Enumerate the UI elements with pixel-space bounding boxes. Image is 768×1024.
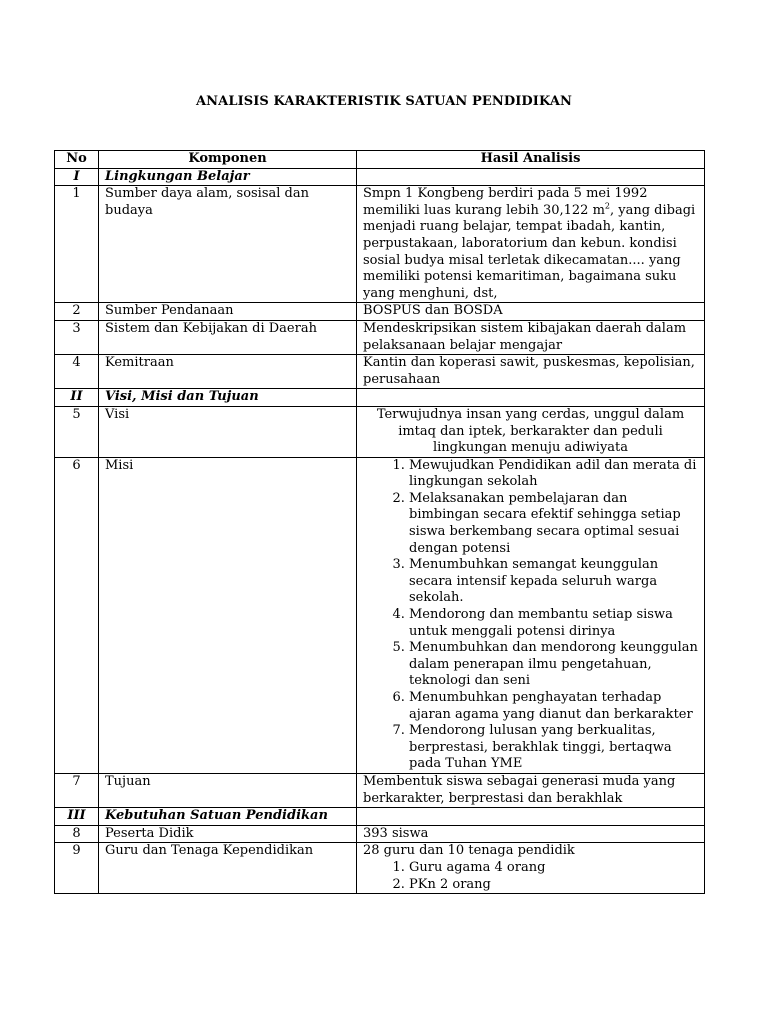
komponen-cell: Tujuan [99, 773, 357, 807]
komponen-cell: Guru dan Tenaga Kependidikan [99, 843, 357, 894]
table-row [55, 303, 705, 321]
header-no: No [55, 151, 99, 169]
section-empty-cell [357, 808, 705, 826]
analysis-table [54, 150, 705, 894]
misi-item: 5. Menumbuhkan dan mendorong keunggulan dalam penerapan ilmu pengetahuan, teknologi dan seni [409, 640, 698, 690]
misi-item: 6. Menumbuhkan penghayatan terhadap ajaran agama yang dianut dan berkarakter [409, 690, 698, 723]
komponen-cell: Sumber daya alam, sosisal dan budaya [99, 186, 357, 303]
hasil-cell: 393 siswa [357, 825, 705, 843]
header-komponen: Komponen [99, 151, 357, 169]
guru-list [363, 860, 698, 893]
section-empty-cell [357, 168, 705, 186]
misi-list [363, 458, 698, 773]
hasil-cell: BOSPUS dan BOSDA [357, 303, 705, 321]
table-row [55, 773, 705, 807]
hasil-text-cont: , yang dibagi menjadi ruang belajar, tempat ibadah, kantin, perpustakaan, laboratorium dan kebun. kondisi sosial budya misal terletak dikecamatan.... yang memiliki potensi kemaritiman, bagaimana suku yang menghuni, dst, [363, 202, 696, 301]
misi-item: 2. Melaksanakan pembelajaran dan bimbingan secara efektif sehingga setiap siswa berkembang secara optimal sesuai dengan potensi [409, 491, 698, 557]
section-row [55, 168, 705, 186]
komponen-cell: Misi [99, 457, 357, 773]
misi-item: 1. Mewujudkan Pendidikan adil dan merata di lingkungan sekolah [409, 458, 698, 491]
section-empty-cell [357, 389, 705, 407]
komponen-cell: Sumber Pendanaan [99, 303, 357, 321]
row-number: 8 [55, 825, 99, 843]
row-number: 1 [55, 186, 99, 303]
table-row [55, 355, 705, 389]
komponen-cell: Sistem dan Kebijakan di Daerah [99, 320, 357, 354]
table-row [55, 320, 705, 354]
hasil-cell [357, 457, 705, 773]
hasil-text: 28 guru dan 10 tenaga pendidik [363, 843, 575, 859]
hasil-cell: Terwujudnya insan yang cerdas, unggul dalam imtaq dan iptek, berkarakter dan peduli lingkungan menuju adiwiyata [357, 406, 705, 457]
section-label: Kebutuhan Satuan Pendidikan [99, 808, 357, 826]
section-number: II [55, 389, 99, 407]
header-hasil: Hasil Analisis [357, 151, 705, 169]
section-label: Visi, Misi dan Tujuan [99, 389, 357, 407]
table-row [55, 457, 705, 773]
hasil-cell: Membentuk siswa sebagai generasi muda yang berkarakter, berprestasi dan berakhlak [357, 773, 705, 807]
row-number: 5 [55, 406, 99, 457]
section-label: Lingkungan Belajar [99, 168, 357, 186]
row-number: 4 [55, 355, 99, 389]
hasil-cell [357, 843, 705, 894]
hasil-text: Smpn 1 Kongbeng berdiri pada 5 mei 1992 memiliki luas kurang lebih 30,122 m [363, 186, 648, 218]
section-number: III [55, 808, 99, 826]
row-number: 9 [55, 843, 99, 894]
table-row [55, 186, 705, 303]
section-number: I [55, 168, 99, 186]
section-row [55, 808, 705, 826]
hasil-cell: Kantin dan koperasi sawit, puskesmas, kepolisian, perusahaan [357, 355, 705, 389]
table-row [55, 825, 705, 843]
table-row [55, 406, 705, 457]
guru-item: 2. PKn 2 orang [409, 877, 698, 894]
komponen-cell: Peserta Didik [99, 825, 357, 843]
document-title: ANALISIS KARAKTERISTIK SATUAN PENDIDIKAN [195, 94, 573, 109]
guru-item: 1. Guru agama 4 orang [409, 860, 698, 877]
misi-item: 7. Mendorong lulusan yang berkualitas, berprestasi, berakhlak tinggi, bertaqwa pada Tuhan YME [409, 723, 698, 773]
section-row [55, 389, 705, 407]
misi-item: 3. Menumbuhkan semangat keunggulan secara intensif kepada seluruh warga sekolah. [409, 557, 698, 607]
hasil-cell [357, 186, 705, 303]
misi-item: 4. Mendorong dan membantu setiap siswa untuk menggali potensi dirinya [409, 607, 698, 640]
hasil-cell: Mendeskripsikan sistem kibajakan daerah dalam pelaksanaan belajar mengajar [357, 320, 705, 354]
table-row [55, 843, 705, 894]
komponen-cell: Kemitraan [99, 355, 357, 389]
superscript: 2 [604, 201, 610, 211]
komponen-cell: Visi [99, 406, 357, 457]
row-number: 3 [55, 320, 99, 354]
row-number: 7 [55, 773, 99, 807]
row-number: 6 [55, 457, 99, 773]
table-header-row [55, 151, 705, 169]
row-number: 2 [55, 303, 99, 321]
